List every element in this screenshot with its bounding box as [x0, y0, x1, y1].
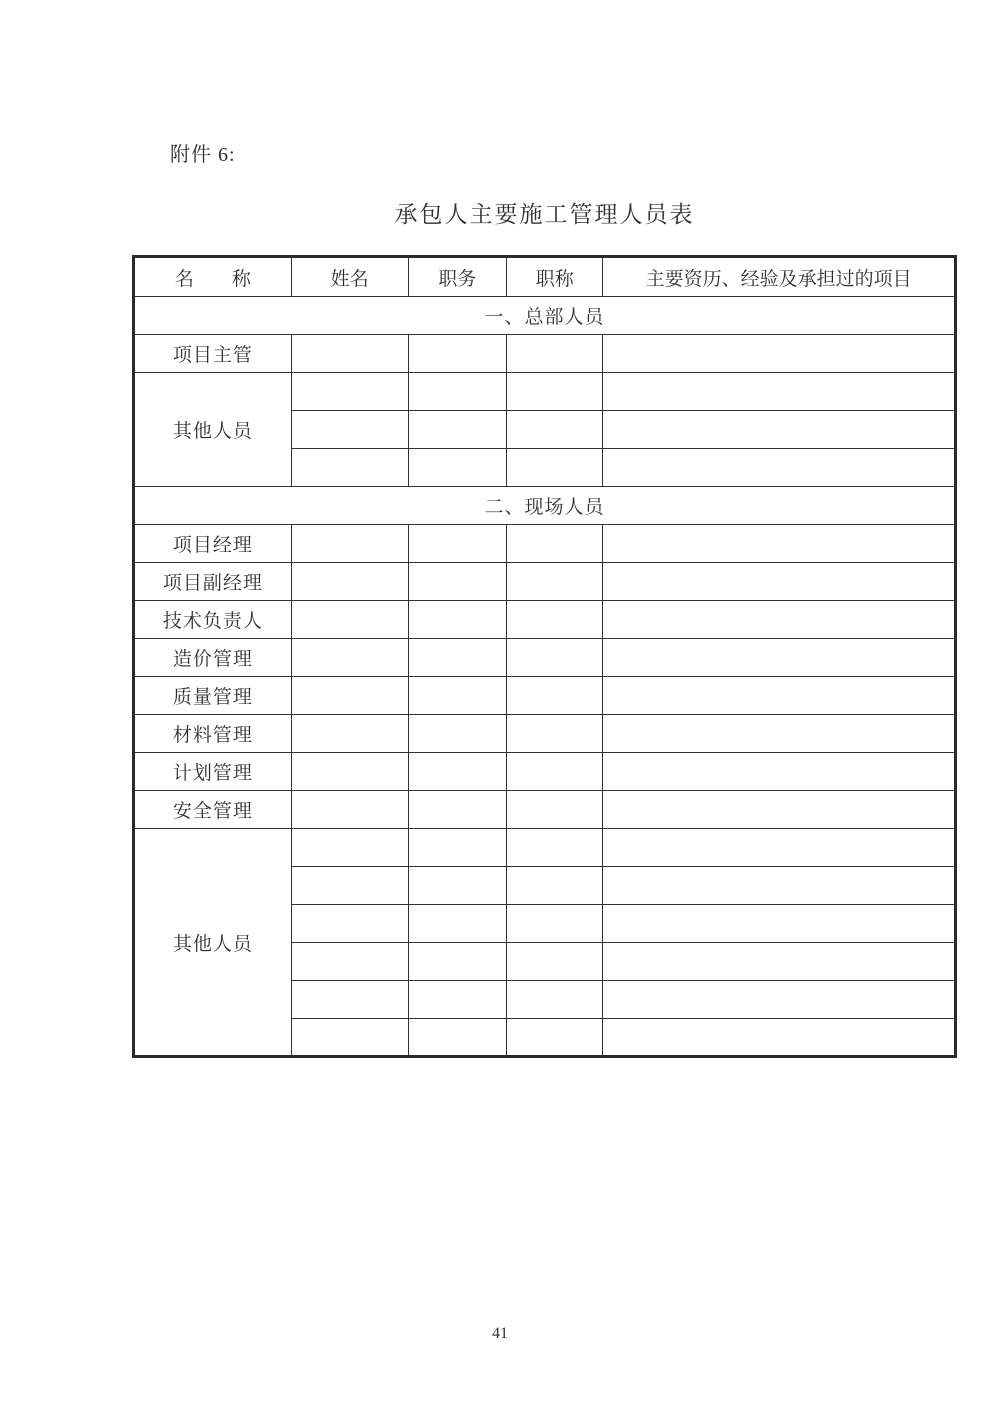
empty-cell [291, 525, 408, 563]
empty-cell [507, 411, 603, 449]
empty-cell [408, 525, 507, 563]
empty-cell [603, 715, 956, 753]
empty-cell [291, 639, 408, 677]
empty-cell [507, 791, 603, 829]
table-row [134, 677, 956, 715]
empty-cell [507, 373, 603, 411]
empty-cell [507, 639, 603, 677]
row-label: 造价管理 [134, 639, 292, 677]
empty-cell [291, 1019, 408, 1057]
empty-cell [603, 867, 956, 905]
empty-cell [291, 411, 408, 449]
empty-cell [507, 905, 603, 943]
row-label: 其他人员 [134, 829, 292, 1057]
empty-cell [603, 829, 956, 867]
column-header-experience: 主要资历、经验及承担过的项目 [603, 257, 956, 297]
empty-cell [603, 601, 956, 639]
empty-cell [291, 449, 408, 487]
empty-cell [291, 373, 408, 411]
row-label: 技术负责人 [134, 601, 292, 639]
empty-cell [291, 563, 408, 601]
table-row [134, 791, 956, 829]
section-title: 二、现场人员 [134, 487, 956, 525]
table-header-row [134, 257, 956, 297]
empty-cell [507, 867, 603, 905]
empty-cell [507, 981, 603, 1019]
empty-cell [603, 905, 956, 943]
empty-cell [291, 829, 408, 867]
empty-cell [291, 601, 408, 639]
table-row [134, 335, 956, 373]
table-row [134, 829, 956, 867]
empty-cell [507, 335, 603, 373]
empty-cell [291, 981, 408, 1019]
empty-cell [507, 449, 603, 487]
section-title: 一、总部人员 [134, 297, 956, 335]
empty-cell [603, 981, 956, 1019]
empty-cell [507, 677, 603, 715]
column-header-name: 名 称 [134, 257, 292, 297]
empty-cell [291, 677, 408, 715]
empty-cell [603, 753, 956, 791]
empty-cell [291, 335, 408, 373]
column-header-position: 职务 [408, 257, 507, 297]
column-header-person-name: 姓名 [291, 257, 408, 297]
empty-cell [603, 563, 956, 601]
row-label: 计划管理 [134, 753, 292, 791]
empty-cell [603, 639, 956, 677]
page-title: 承包人主要施工管理人员表 [394, 202, 695, 227]
empty-cell [507, 753, 603, 791]
empty-cell [408, 601, 507, 639]
section-row [134, 487, 956, 525]
empty-cell [603, 791, 956, 829]
empty-cell [408, 829, 507, 867]
attachment-label: 附件 6: [170, 144, 236, 166]
empty-cell [408, 791, 507, 829]
empty-cell [603, 449, 956, 487]
table-row [134, 639, 956, 677]
row-label: 其他人员 [134, 373, 292, 487]
empty-cell [408, 1019, 507, 1057]
section-row [134, 297, 956, 335]
table-row [134, 525, 956, 563]
table-row [134, 753, 956, 791]
empty-cell [291, 905, 408, 943]
empty-cell [408, 943, 507, 981]
empty-cell [291, 791, 408, 829]
empty-cell [408, 449, 507, 487]
empty-cell [291, 943, 408, 981]
empty-cell [408, 563, 507, 601]
empty-cell [291, 753, 408, 791]
empty-cell [408, 981, 507, 1019]
row-label: 质量管理 [134, 677, 292, 715]
empty-cell [603, 1019, 956, 1057]
personnel-table [132, 255, 957, 1058]
empty-cell [507, 563, 603, 601]
empty-cell [408, 677, 507, 715]
empty-cell [507, 601, 603, 639]
row-label: 项目经理 [134, 525, 292, 563]
empty-cell [603, 525, 956, 563]
table-row [134, 601, 956, 639]
table-row [134, 373, 956, 411]
empty-cell [603, 943, 956, 981]
empty-cell [408, 639, 507, 677]
empty-cell [408, 335, 507, 373]
row-label: 安全管理 [134, 791, 292, 829]
empty-cell [291, 867, 408, 905]
page-number: 41 [492, 1325, 508, 1342]
empty-cell [408, 411, 507, 449]
empty-cell [507, 943, 603, 981]
empty-cell [408, 715, 507, 753]
empty-cell [507, 829, 603, 867]
empty-cell [507, 525, 603, 563]
column-header-title: 职称 [507, 257, 603, 297]
empty-cell [603, 373, 956, 411]
empty-cell [603, 335, 956, 373]
empty-cell [507, 1019, 603, 1057]
row-label: 项目主管 [134, 335, 292, 373]
empty-cell [291, 715, 408, 753]
empty-cell [603, 677, 956, 715]
empty-cell [408, 905, 507, 943]
row-label: 材料管理 [134, 715, 292, 753]
empty-cell [603, 411, 956, 449]
table-row [134, 563, 956, 601]
empty-cell [408, 867, 507, 905]
table-row [134, 715, 956, 753]
empty-cell [408, 753, 507, 791]
empty-cell [507, 715, 603, 753]
empty-cell [408, 373, 507, 411]
row-label: 项目副经理 [134, 563, 292, 601]
